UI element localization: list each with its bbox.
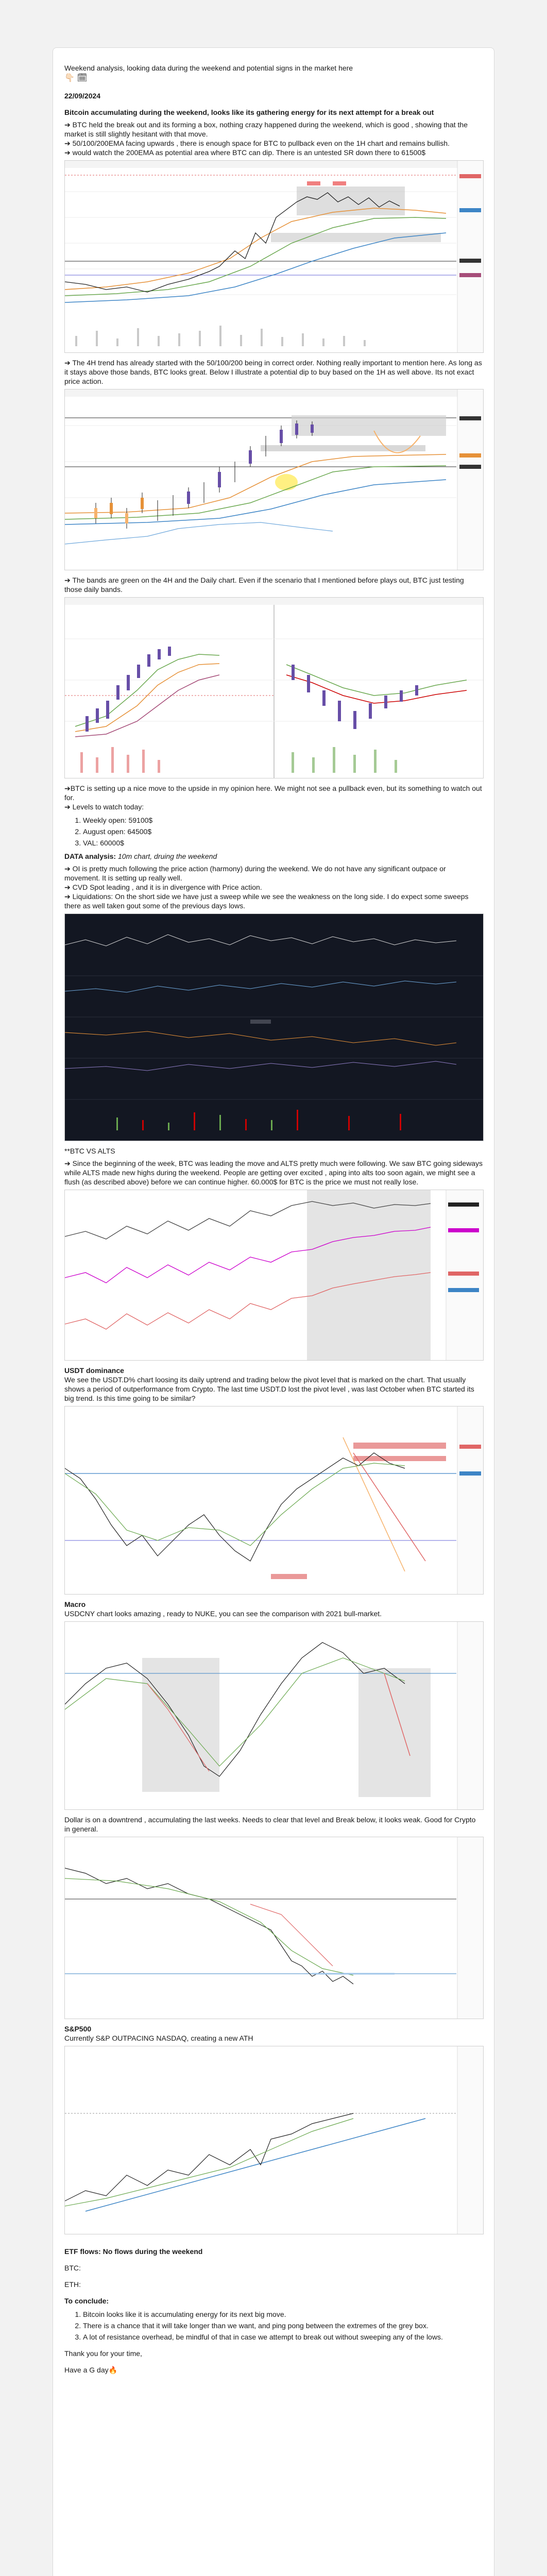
btc-vs-alts-heading: **BTC VS ALTS (64, 1147, 115, 1155)
section1-line-2: ➔ 50/100/200EMA facing upwards , there is enough space for BTC to pullback even on the 1H chart and remains bullish. (64, 139, 450, 147)
data-analysis-label: DATA analysis: (64, 852, 116, 860)
thanks-text: Thank you for your time, (64, 2349, 142, 2358)
etf-btc: BTC: (64, 2264, 81, 2272)
post-date: 22/09/2024 (64, 92, 101, 100)
conclude-item: 2. There is a chance that it will take longer than we want, and ping pong between the extremes of the grey box. (83, 2320, 483, 2331)
conclude-item: 1. Bitcoin looks like it is accumulating energy for its next big move. (83, 2309, 483, 2320)
bands-4h-daily-chart-image[interactable] (64, 597, 484, 778)
sp-heading: S&P500 (64, 2025, 92, 2033)
signoff-text: Have a G day🔥 (64, 2366, 118, 2374)
etf-eth: ETH: (64, 2280, 81, 2289)
post-card (53, 47, 494, 2576)
section5-line-3: ➔ Liquidations: On the short side we have just a sweep while we see the weakness on the long side. I do expect some sweeps there as well taken gout some of the previous days lows. (64, 892, 469, 910)
section5-line-2: ➔ CVD Spot leading , and it is in divergence with Price action. (64, 883, 262, 891)
conclude-heading: To conclude: (64, 2297, 109, 2305)
headline: Bitcoin accumulating during the weekend, looks like its gathering energy for its next attempt for a break out (64, 108, 434, 116)
btc-4h-chart-image[interactable] (64, 389, 484, 570)
section4-line-1: ➔BTC is setting up a nice move to the upside in my opinion here. We might not see a pullback even, but its something to watch out for. (64, 784, 482, 802)
macro-text: USDCNY chart looks amazing , ready to NUKE, you can see the comparison with 2021 bull-market. (64, 1609, 382, 1618)
section1-line-1: ➔ BTC held the break out and its forming a box, nothing crazy happened during the weekend, which is good , showing that the market is still slightly hesitant with that move. (64, 121, 468, 138)
macro-heading: Macro (64, 1600, 86, 1608)
section2-text: ➔ The 4H trend has already started with the 50/100/200 being in correct order. Nothing really important to mention here. As long as it stays above those bands, BTC looks great. Below I illustrate a potential dip to buy based on the 1H as well above. Its not exact price action. (64, 359, 482, 385)
etf-heading: ETF flows: No flows during the weekend (64, 2247, 203, 2256)
intro-emoji: 👇🏻 🗓 (64, 74, 88, 82)
btc-vs-alts-chart-image[interactable] (64, 1190, 484, 1361)
usdt-heading: USDT dominance (64, 1366, 124, 1375)
btc-vs-alts-text: ➔ Since the beginning of the week, BTC was leading the move and ALTS pretty much were following. We saw BTC going sideways while ALTS made new highs during the weekend. People are getting over excited , aping into alts too soon again, we might see a flush (as described above) before we can continue higher. 60.000$ for BTC is the price we must not really lose. (64, 1159, 483, 1186)
btc-1h-chart-image[interactable] (64, 160, 484, 353)
conclude-list (64, 2309, 483, 2343)
levels-list (64, 815, 483, 849)
data-analysis-line (64, 852, 483, 861)
section4-line-2: ➔ Levels to watch today: (64, 803, 144, 811)
data-analysis-10m-chart-image[interactable] (64, 913, 484, 1141)
post-body (64, 63, 483, 2375)
level-item: 1. Weekly open: 59100$ (83, 815, 483, 826)
usdt-text: We see the USDT.D% chart loosing its daily uptrend and trading below the pivot level that is marked on the chart. That usually shows a period of outperformance from Crypto. The last time USDT.D lost the pivot level , was last October when BTC started its big trend. Is this time going to be similar? (64, 1376, 474, 1402)
dollar-text: Dollar is on a downtrend , accumulating the last weeks. Needs to clear that level and Break below, it looks weak. Good for Crypto in general. (64, 1816, 476, 1833)
intro-title: Weekend analysis, looking data during the weekend and potential signs in the market here (64, 64, 353, 72)
sp-text: Currently S&P OUTPACING NASDAQ, creating a new ATH (64, 2034, 253, 2042)
usdt-dominance-chart-image[interactable] (64, 1406, 484, 1595)
section5-line-1: ➔ OI is pretty much following the price action (harmony) during the weekend. We do not have any significant outpace or movement. It is setting up really well. (64, 865, 446, 882)
dollar-chart-image[interactable] (64, 1837, 484, 2019)
section1-line-3: ➔ would watch the 200EMA as potential area where BTC can dip. There is an untested SR down there to 61500$ (64, 148, 426, 157)
level-item: 3. VAL: 60000$ (83, 837, 483, 849)
section3-text: ➔ The bands are green on the 4H and the Daily chart. Even if the scenario that I mentioned before plays out, BTC just testing those daily bands. (64, 576, 464, 594)
usdcny-chart-image[interactable] (64, 1621, 484, 1810)
sp500-chart-image[interactable] (64, 2046, 484, 2234)
data-analysis-sub: 10m chart, druing the weekend (118, 852, 217, 860)
level-item: 2. August open: 64500$ (83, 826, 483, 837)
conclude-item: 3. A lot of resistance overhead, be mindful of that in case we attempt to break out without sweeping any of the lows. (83, 2331, 483, 2343)
